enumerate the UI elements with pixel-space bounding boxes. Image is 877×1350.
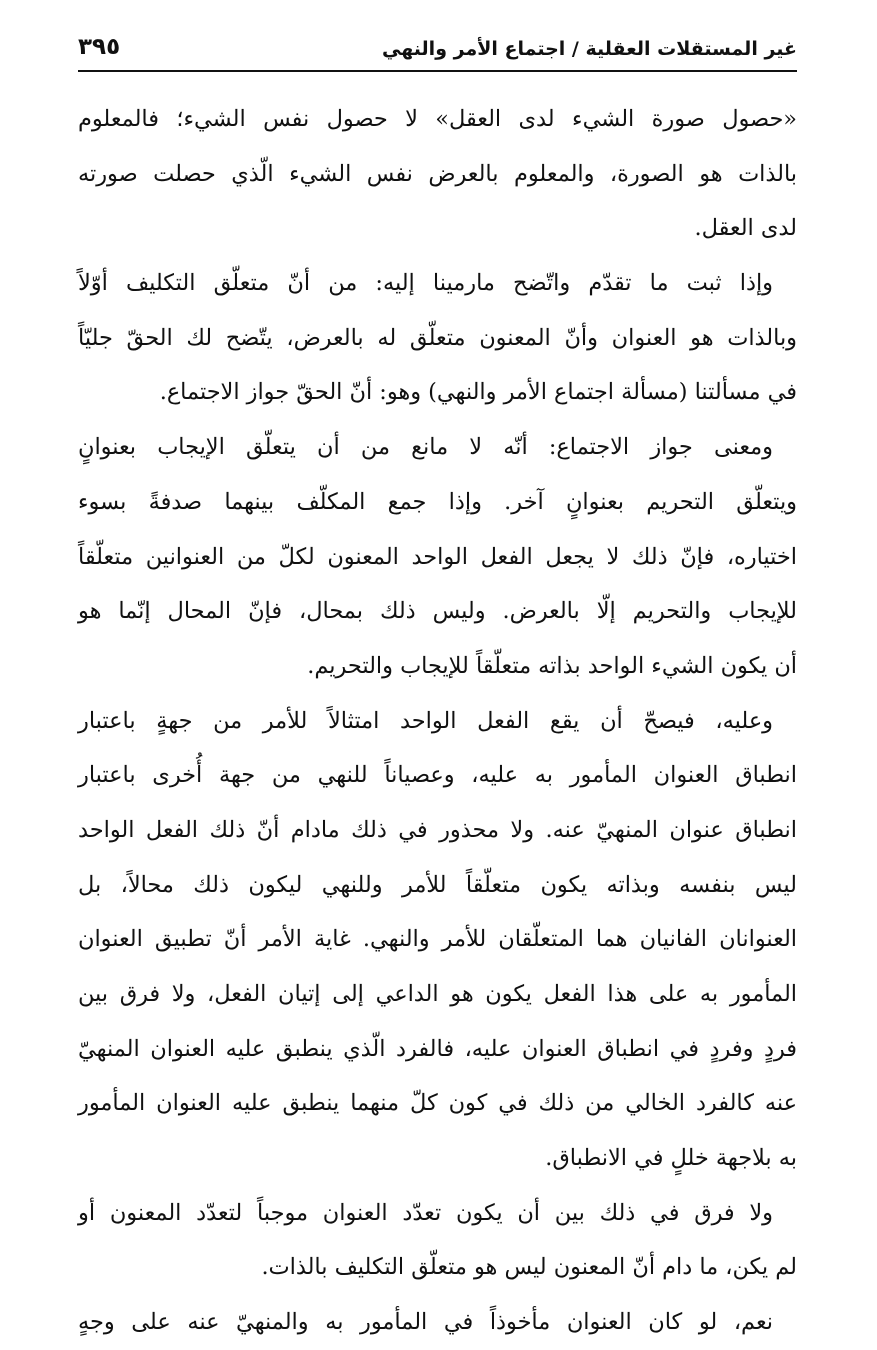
text-line: ليس بنفسه وبذاته يكون متعلّقاً للأمر وللنهي ليكون ذلك محالاً، بل [78, 871, 797, 898]
text-line: نعم، لو كان العنوان مأخوذاً في المأمور به والمنهيّ عنه على وجهٍ [78, 1309, 773, 1336]
body-text [78, 92, 797, 1350]
text-line: للإيجاب والتحريم إلّا بالعرض. وليس ذلك بمحال، فإنّ المحال إنّما هو [78, 598, 797, 625]
text-line: عنه كالفرد الخالي من ذلك في كون كلّ منهما ينطبق عليه العنوان المأمور [78, 1090, 797, 1117]
text-line: ولا فرق في ذلك بين أن يكون تعدّد العنوان موجباً لتعدّد المعنون أو [78, 1199, 773, 1226]
text-line: بالذات هو الصورة، والمعلوم بالعرض نفس الشيء الّذي حصلت صورته [78, 160, 797, 187]
page-header [78, 30, 797, 72]
text-line: أن يكون الشيء الواحد بذاته متعلّقاً للإيجاب والتحريم. [307, 652, 797, 679]
text-line: في مسألتنا (مسألة اجتماع الأمر والنهي) وهو: أنّ الحقّ جواز الاجتماع. [159, 379, 797, 406]
text-line: لم يكن، ما دام أنّ المعنون ليس هو متعلّق التكليف بالذات. [261, 1254, 797, 1281]
text-line: العنوانان الفانيان هما المتعلّقان للأمر والنهي. غاية الأمر أنّ تطبيق العنوان [78, 926, 797, 953]
text-line: فردٍ وفردٍ في انطباق العنوان عليه، فالفرد الّذي ينطبق عليه العنوان المنهيّ [78, 1035, 797, 1062]
text-line: انطباق العنوان المأمور به عليه، وعصياناً للنهي من جهة أُخرى باعتبار [78, 762, 797, 789]
text-line: وعليه، فيصحّ أن يقع الفعل الواحد امتثالاً للأمر من جهةٍ باعتبار [78, 707, 773, 734]
text-line: به بلاجهة خللٍ في الانطباق. [545, 1145, 797, 1172]
page-number: ٣٩٥ [78, 34, 121, 60]
text-line: ويتعلّق التحريم بعنوانٍ آخر. وإذا جمع المكلّف بينهما صدفةً بسوء [78, 488, 797, 515]
text-line: «حصول صورة الشيء لدى العقل» لا حصول نفس الشيء؛ فالمعلوم [78, 106, 797, 132]
text-line: لدى العقل. [694, 215, 797, 242]
text-line: ومعنى جواز الاجتماع: أنّه لا مانع من أن يتعلّق الإيجاب بعنوانٍ [78, 434, 773, 461]
text-line: وإذا ثبت ما تقدّم واتّضح مارمينا إليه: من أنّ متعلّق التكليف أوّلاً [78, 270, 773, 297]
text-line: المأمور به على هذا الفعل يكون هو الداعي إلى إتيان الفعل، ولا فرق بين [78, 981, 797, 1007]
text-line: اختياره، فإنّ ذلك لا يجعل الفعل الواحد المعنون لكلّ من العنوانين متعلّقاً [78, 543, 797, 570]
text-line: انطباق عنوان المنهيّ عنه. ولا محذور في ذلك مادام أنّ ذلك الفعل الواحد [78, 816, 797, 843]
running-title: غير المستقلات العقلية / اجتماع الأمر والنهي [382, 38, 797, 60]
text-line: وبالذات هو العنوان وأنّ المعنون متعلّق له بالعرض، يتّضح لك الحقّ جليّاً [78, 324, 797, 351]
